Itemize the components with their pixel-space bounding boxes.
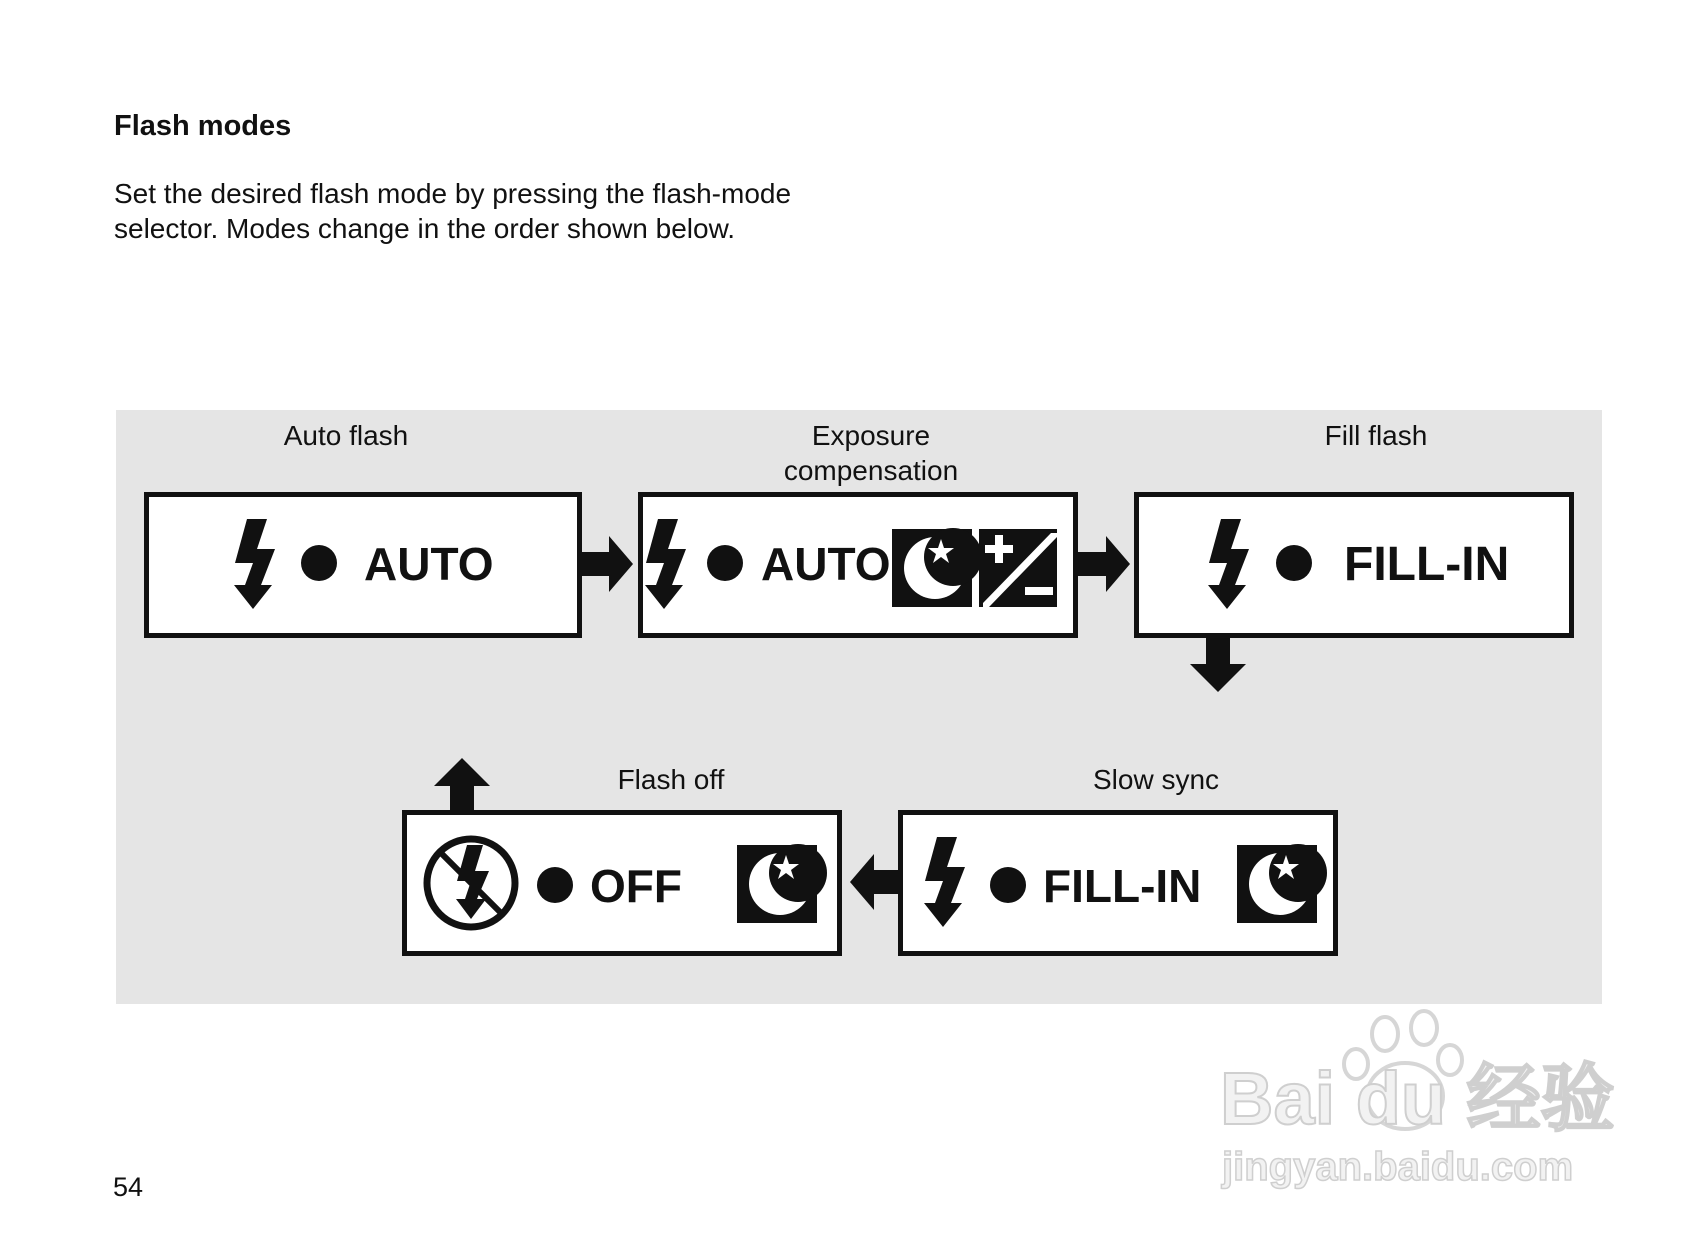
label-slow-sync: Slow sync (1092, 764, 1220, 795)
flash-icon (234, 519, 275, 609)
dot-icon (301, 545, 337, 581)
baidu-watermark (1210, 1000, 1630, 1200)
exposure-compensation-icon (979, 529, 1057, 607)
intro-paragraph (114, 176, 874, 246)
mode-text-slow-sync: FILL-IN (1043, 860, 1202, 912)
intro-line-2: selector. Modes change in the order shown below. (114, 213, 736, 244)
label-exposure-line-1: Exposure (811, 420, 931, 451)
label-auto-flash: Auto flash (283, 420, 409, 451)
dot-icon (990, 867, 1026, 903)
night-icon (892, 528, 982, 607)
mode-text-fill-in: FILL-IN (1344, 538, 1510, 591)
arrow-left-icon (846, 854, 902, 910)
mode-display-exposure-compensation (638, 492, 1078, 638)
flash-icon (645, 519, 686, 609)
dot-icon (537, 867, 573, 903)
flash-icon (924, 837, 965, 927)
mode-display-off (402, 810, 842, 956)
night-icon (1237, 844, 1327, 923)
mode-text-exposure-auto: AUTO (761, 538, 891, 590)
label-fill-flash: Fill flash (1324, 420, 1428, 451)
intro-line-1: Set the desired flash mode by pressing the flash-mode (114, 178, 792, 209)
arrow-right-icon (1078, 536, 1134, 592)
page-number: 54 (113, 1172, 144, 1202)
label-exposure-line-2: compensation (783, 455, 959, 486)
mode-text-off: OFF (590, 860, 682, 912)
arrow-right-icon (581, 536, 637, 592)
label-flash-off: Flash off (617, 764, 725, 795)
page-title: Flash modes (114, 110, 292, 142)
flash-off-icon (427, 839, 515, 927)
arrow-up-icon (434, 758, 490, 812)
label-exposure-compensation (746, 418, 996, 488)
watermark-brand: Bai du 经验 (1220, 1057, 1615, 1140)
watermark-url: jingyan.baidu.com (1222, 1145, 1574, 1189)
night-icon (737, 844, 827, 923)
mode-display-slow-sync (898, 810, 1338, 956)
mode-text-auto: AUTO (364, 538, 494, 590)
dot-icon (707, 545, 743, 581)
mode-display-auto (144, 492, 582, 638)
dot-icon (1276, 545, 1312, 581)
flash-mode-diagram (116, 410, 1602, 1004)
arrow-down-icon (1190, 636, 1246, 696)
mode-display-fill-in (1134, 492, 1574, 638)
flash-icon (1208, 519, 1249, 609)
